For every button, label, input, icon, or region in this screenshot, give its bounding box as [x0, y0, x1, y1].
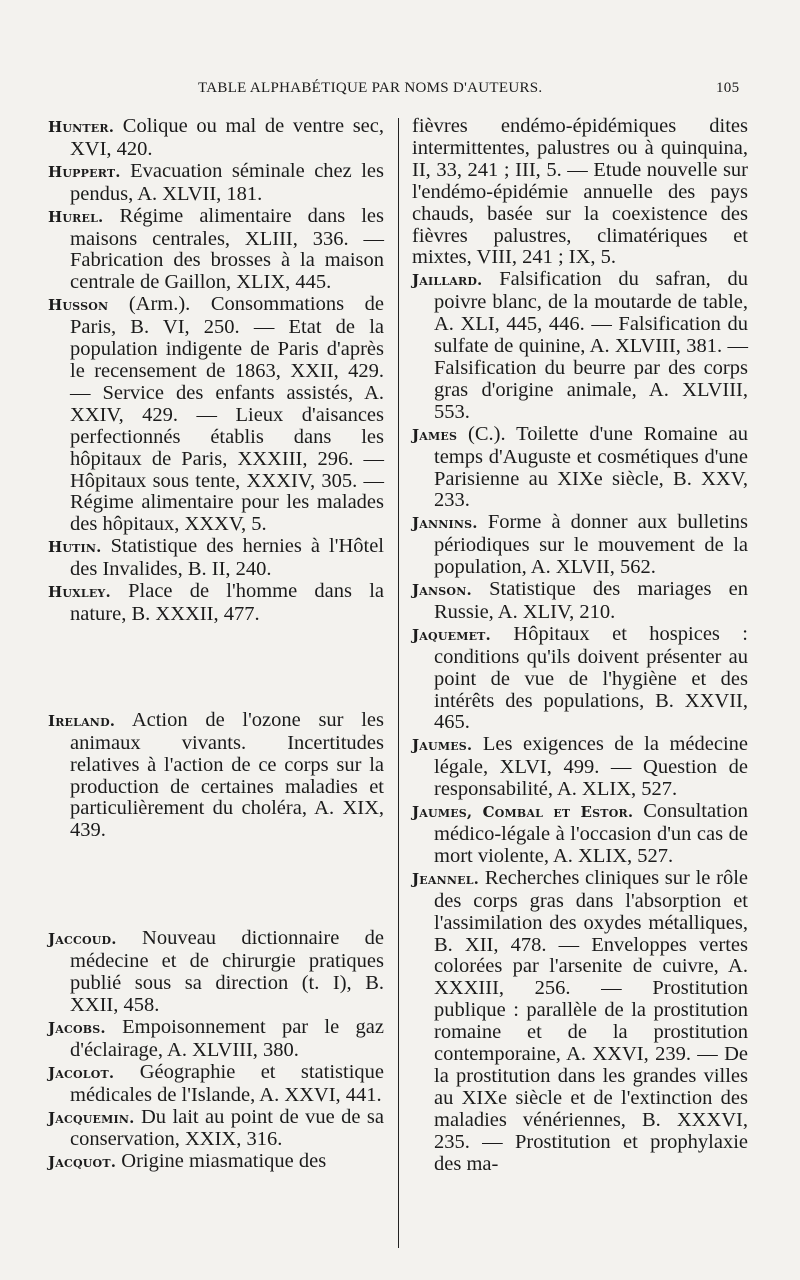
entry-text: Empoisonnement par le gaz d'éclairage, A. XLVIII, 380.	[70, 1015, 384, 1061]
index-entry	[48, 1107, 384, 1152]
entry-text: Consultation médico-légale à l'occasion d'un cas de mort violente, A. XLIX, 527.	[434, 800, 748, 867]
index-entry	[412, 269, 748, 423]
author-name: Hurel.	[48, 207, 104, 226]
entry-text: Origine miasmatique des	[121, 1150, 327, 1173]
author-name: Jaumes.	[412, 736, 473, 755]
entry-text: Place de l'homme dans la nature, B. XXXII, 477.	[70, 580, 384, 625]
index-entry	[48, 710, 384, 842]
author-name: Jacquot.	[48, 1153, 117, 1172]
index-entry	[48, 206, 384, 295]
index-entry	[48, 928, 384, 1017]
index-entry	[48, 1017, 384, 1062]
index-entry	[412, 734, 748, 801]
author-name: Jacobs.	[48, 1018, 106, 1037]
author-name: Jacolot.	[48, 1063, 115, 1082]
author-name: Hunter.	[48, 118, 115, 136]
index-entry	[48, 116, 384, 161]
right-column	[412, 116, 748, 1176]
index-entry	[412, 624, 748, 735]
index-entry	[48, 536, 384, 581]
author-name: Ireland.	[48, 711, 116, 730]
entry-text: Les exigences de la médecine légale, XLVI, 499. — Question de responsabilité, A. XLIX, 527.	[434, 733, 748, 801]
index-entry	[412, 424, 748, 513]
author-name: Jaillard.	[412, 271, 483, 290]
continued-entry-text: fièvres endémo-épidémiques dites intermittentes, palustres ou à quinquina, II, 33, 241 ; III, 5. — Etude nouvelle sur l'endémo-épidémie annuelle des pays chauds, basée sur la coexistence des fièvres palustres, climatériques et mixtes, VIII, 241 ; IX, 5.	[412, 115, 748, 269]
author-name: Husson	[48, 296, 109, 315]
entry-text: Falsification du safran, du poivre blanc, de la moutarde de table, A. XLI, 445, 446. — Falsification du sulfate de quinine, A. XLVIII, 381. — Falsification du beurre par des corps gras d'origine animale, A. XLVIII, 553.	[434, 268, 749, 423]
index-entry	[412, 868, 748, 1176]
left-column	[48, 116, 384, 1174]
column-divider	[398, 118, 399, 1248]
index-entry	[48, 581, 384, 626]
index-entry	[48, 1151, 384, 1174]
entry-text: (C.). Toilette d'une Romaine au temps d'Auguste et cosmétiques d'une Parisienne au XIXe siècle, B. XXV, 233.	[434, 422, 748, 512]
entry-text: Colique ou mal de ventre sec, XVI, 420.	[70, 115, 384, 160]
entry-text: Régime alimentaire dans les maisons centrales, XLIII, 336. — Fabrication des brosses à la maison centrale de Gaillon, XLIX, 445.	[70, 204, 385, 294]
entry-text: Evacuation séminale chez les pendus, A. XLVII, 181.	[70, 159, 385, 205]
entry-text: Du lait au point de vue de sa conservation, XXIX, 316.	[70, 1105, 384, 1151]
page-number: 105	[716, 80, 740, 96]
author-name: Jaumes, Combal et Estor.	[412, 803, 634, 822]
author-name: Huxley.	[48, 583, 111, 602]
index-entry	[48, 294, 384, 536]
index-entry	[412, 801, 748, 868]
index-entry	[412, 512, 748, 579]
author-name: Jannins.	[412, 514, 478, 533]
author-name: Janson.	[412, 581, 472, 600]
index-entry	[412, 579, 748, 624]
page-header	[0, 80, 800, 104]
entry-text: Action de l'ozone sur les animaux vivants. Incertitudes relatives à l'action de ce corps sur la production de certaines maladies et particulièrement du choléra, A. XIX, 439.	[70, 708, 384, 842]
index-entry	[48, 161, 384, 206]
entry-text: (Arm.). Consommations de Paris, B. VI, 250. — Etat de la population indigente de Paris d'après le recensement de 1863, XXII, 429. — Service des enfants assistés, A. XXIV, 429. — Lieux d'aisances perfectionnés établis dans les hôpitaux de Paris, XXXIII, 296. — Hôpitaux sous tente, XXXIV, 305. — Régime alimentaire pour les malades des hôpitaux, XXXV, 5.	[70, 293, 385, 536]
entry-text: Statistique des hernies à l'Hôtel des Invalides, B. II, 240.	[70, 535, 384, 581]
author-name: James	[412, 425, 458, 444]
author-name: Jaccoud.	[48, 930, 117, 949]
index-entry	[48, 1062, 384, 1107]
author-name: Jacquemin.	[48, 1108, 135, 1127]
entry-text: Géographie et statistique médicales de l'Islande, A. XXVI, 441.	[70, 1060, 384, 1106]
entry-text: Statistique des mariages en Russie, A. XLIV, 210.	[434, 578, 748, 623]
author-name: Huppert.	[48, 162, 121, 181]
author-name: Jeannel.	[412, 869, 480, 888]
entry-text: Forme à donner aux bulletins périodiques sur le mouvement de la population, A. XLVII, 562.	[434, 511, 748, 579]
entry-text: Recherches cliniques sur le rôle des corps gras dans l'absorption et l'assimilation des oxydes métalliques, B. XII, 478. — Enveloppes vertes colorées par l'arsenite de cuivre, A. XXXIII, 256. — Prostitution publique : parallèle de la prostitution romaine et de la prostitution contemporaine, A. XXVI, 239. — De la prostitution dans les grandes villes au XIXe siècle et de l'extinction des maladies vénériennes, B. XXXVI, 235. — Prostitution et prophylaxie des ma-	[434, 866, 748, 1175]
author-name: Hutin.	[48, 538, 102, 557]
entry-text: Nouveau dictionnaire de médecine et de chirurgie pratiques publié sous sa direction (t. I), B. XXII, 458.	[70, 927, 385, 1016]
entry-text: Hôpitaux et hospices : conditions qu'ils doivent présenter au point de vue de l'hygiène et des intérêts des populations, B. XXVII, 465.	[434, 622, 749, 734]
running-title: TABLE ALPHABÉTIQUE PAR NOMS D'AUTEURS.	[198, 80, 543, 96]
author-name: Jaquemet.	[412, 625, 491, 644]
